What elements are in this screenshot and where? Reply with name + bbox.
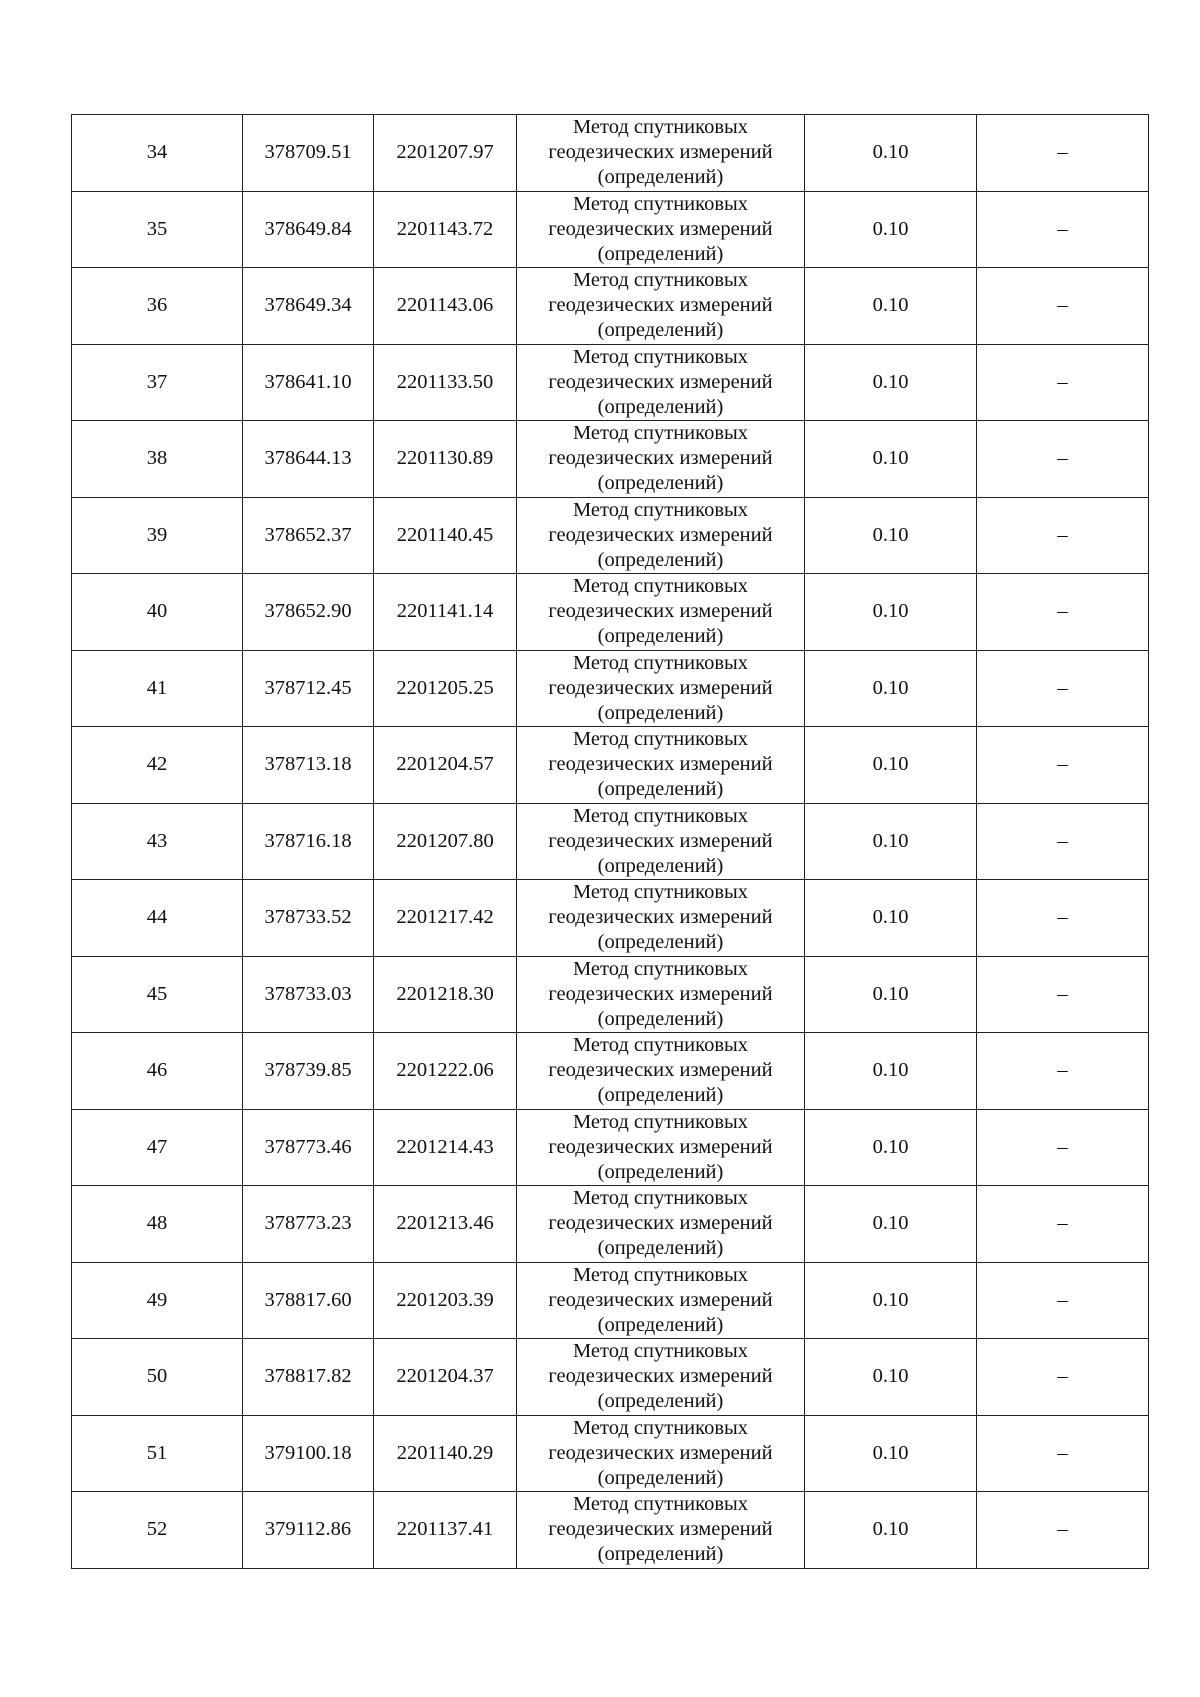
method-line: Метод спутниковых [572,422,749,445]
accuracy-cell: 0.10 [805,421,977,498]
method-cell [517,1492,805,1569]
note-cell: – [977,1109,1149,1186]
point-number-cell: 52 [72,1492,243,1569]
point-number-cell: 49 [72,1262,243,1339]
table-row [72,1415,1149,1492]
y-coordinate-cell: 2201213.46 [374,1186,517,1263]
method-line: (определений) [597,854,724,877]
accuracy-cell: 0.10 [805,1415,977,1492]
table-row [72,650,1149,727]
note-cell: – [977,1492,1149,1569]
accuracy-cell: 0.10 [805,497,977,574]
accuracy-cell: 0.10 [805,956,977,1033]
note-cell: – [977,1186,1149,1263]
method-line: Метод спутниковых [572,1187,749,1210]
point-number-cell: 36 [72,268,243,345]
method-line: геодезических измерений [548,906,773,929]
method-line: (определений) [597,472,724,495]
y-coordinate-cell: 2201140.45 [374,497,517,574]
accuracy-cell: 0.10 [805,344,977,421]
method-cell [517,880,805,957]
y-coordinate-cell: 2201217.42 [374,880,517,957]
y-coordinate-cell: 2201143.72 [374,191,517,268]
method-cell [517,1109,805,1186]
point-number-cell: 37 [72,344,243,421]
coordinates-table [71,114,1149,1569]
method-cell [517,268,805,345]
accuracy-cell: 0.10 [805,650,977,727]
table-row [72,1262,1149,1339]
method-line: Метод спутниковых [572,804,749,827]
x-coordinate-cell: 378733.03 [243,956,374,1033]
method-cell [517,727,805,804]
table-row [72,1109,1149,1186]
note-cell: – [977,344,1149,421]
method-line: Метод спутниковых [572,881,749,904]
method-line: Метод спутниковых [572,1034,749,1057]
x-coordinate-cell: 378817.60 [243,1262,374,1339]
method-cell [517,1186,805,1263]
point-number-cell: 34 [72,115,243,192]
x-coordinate-cell: 378652.37 [243,497,374,574]
accuracy-cell: 0.10 [805,1492,977,1569]
method-cell [517,956,805,1033]
y-coordinate-cell: 2201141.14 [374,574,517,651]
method-line: Метод спутниковых [572,1493,749,1516]
table-row [72,574,1149,651]
accuracy-cell: 0.10 [805,1033,977,1110]
method-line: Метод спутниковых [572,957,749,980]
table-row [72,191,1149,268]
x-coordinate-cell: 378817.82 [243,1339,374,1416]
table-row [72,880,1149,957]
y-coordinate-cell: 2201140.29 [374,1415,517,1492]
method-line: геодезических измерений [548,1212,773,1235]
coordinates-table-body [72,115,1149,1569]
table-row [72,268,1149,345]
accuracy-cell: 0.10 [805,1109,977,1186]
note-cell: – [977,1033,1149,1110]
accuracy-cell: 0.10 [805,268,977,345]
point-number-cell: 51 [72,1415,243,1492]
method-line: (определений) [597,931,724,954]
table-row [72,956,1149,1033]
accuracy-cell: 0.10 [805,191,977,268]
method-line: (определений) [597,1237,724,1260]
point-number-cell: 38 [72,421,243,498]
x-coordinate-cell: 378733.52 [243,880,374,957]
method-line: (определений) [597,1007,724,1030]
table-row [72,344,1149,421]
method-cell [517,1415,805,1492]
x-coordinate-cell: 378739.85 [243,1033,374,1110]
x-coordinate-cell: 378773.46 [243,1109,374,1186]
note-cell: – [977,880,1149,957]
method-line: геодезических измерений [548,676,773,699]
table-row [72,1033,1149,1110]
x-coordinate-cell: 378649.34 [243,268,374,345]
point-number-cell: 43 [72,803,243,880]
note-cell: – [977,1339,1149,1416]
y-coordinate-cell: 2201204.57 [374,727,517,804]
point-number-cell: 50 [72,1339,243,1416]
method-line: Метод спутниковых [572,345,749,368]
accuracy-cell: 0.10 [805,574,977,651]
point-number-cell: 44 [72,880,243,957]
method-line: Метод спутниковых [572,116,749,139]
y-coordinate-cell: 2201214.43 [374,1109,517,1186]
y-coordinate-cell: 2201130.89 [374,421,517,498]
method-cell [517,191,805,268]
point-number-cell: 48 [72,1186,243,1263]
y-coordinate-cell: 2201203.39 [374,1262,517,1339]
note-cell: – [977,574,1149,651]
method-line: (определений) [597,1466,724,1489]
note-cell: – [977,268,1149,345]
point-number-cell: 40 [72,574,243,651]
x-coordinate-cell: 378652.90 [243,574,374,651]
accuracy-cell: 0.10 [805,1262,977,1339]
method-line: (определений) [597,1543,724,1566]
point-number-cell: 35 [72,191,243,268]
method-line: Метод спутниковых [572,1110,749,1133]
method-cell [517,497,805,574]
method-line: геодезических измерений [548,217,773,240]
point-number-cell: 46 [72,1033,243,1110]
x-coordinate-cell: 378641.10 [243,344,374,421]
method-cell [517,650,805,727]
table-row [72,497,1149,574]
method-line: (определений) [597,701,724,724]
accuracy-cell: 0.10 [805,727,977,804]
table-row [72,803,1149,880]
method-cell [517,1339,805,1416]
method-line: геодезических измерений [548,600,773,623]
note-cell: – [977,115,1149,192]
accuracy-cell: 0.10 [805,803,977,880]
point-number-cell: 45 [72,956,243,1033]
method-line: геодезических измерений [548,1518,773,1541]
note-cell: – [977,803,1149,880]
note-cell: – [977,727,1149,804]
point-number-cell: 42 [72,727,243,804]
note-cell: – [977,191,1149,268]
method-line: (определений) [597,778,724,801]
method-cell [517,1262,805,1339]
method-line: геодезических измерений [548,523,773,546]
accuracy-cell: 0.10 [805,1339,977,1416]
accuracy-cell: 0.10 [805,115,977,192]
method-line: (определений) [597,1160,724,1183]
table-row [72,727,1149,804]
accuracy-cell: 0.10 [805,880,977,957]
method-line: Метод спутниковых [572,269,749,292]
y-coordinate-cell: 2201204.37 [374,1339,517,1416]
method-cell [517,1033,805,1110]
method-cell [517,803,805,880]
method-line: геодезических измерений [548,1059,773,1082]
note-cell: – [977,1262,1149,1339]
y-coordinate-cell: 2201143.06 [374,268,517,345]
method-cell [517,344,805,421]
note-cell: – [977,497,1149,574]
y-coordinate-cell: 2201137.41 [374,1492,517,1569]
x-coordinate-cell: 378649.84 [243,191,374,268]
point-number-cell: 39 [72,497,243,574]
method-line: Метод спутниковых [572,192,749,215]
accuracy-cell: 0.10 [805,1186,977,1263]
note-cell: – [977,421,1149,498]
x-coordinate-cell: 378644.13 [243,421,374,498]
table-row [72,1339,1149,1416]
method-line: геодезических измерений [548,1135,773,1158]
method-line: геодезических измерений [548,982,773,1005]
method-line: (определений) [597,1390,724,1413]
method-cell [517,115,805,192]
method-line: (определений) [597,166,724,189]
method-line: (определений) [597,548,724,571]
method-line: Метод спутниковых [572,1263,749,1286]
method-line: (определений) [597,625,724,648]
method-line: геодезических измерений [548,1365,773,1388]
y-coordinate-cell: 2201207.80 [374,803,517,880]
table-row [72,421,1149,498]
y-coordinate-cell: 2201222.06 [374,1033,517,1110]
method-line: (определений) [597,319,724,342]
method-line: геодезических измерений [548,141,773,164]
method-line: (определений) [597,1313,724,1336]
note-cell: – [977,650,1149,727]
note-cell: – [977,1415,1149,1492]
y-coordinate-cell: 2201205.25 [374,650,517,727]
method-line: Метод спутниковых [572,728,749,751]
table-row [72,1186,1149,1263]
method-line: Метод спутниковых [572,1340,749,1363]
method-line: геодезических измерений [548,370,773,393]
x-coordinate-cell: 378709.51 [243,115,374,192]
method-line: геодезических измерений [548,294,773,317]
method-line: геодезических измерений [548,1441,773,1464]
method-line: (определений) [597,395,724,418]
y-coordinate-cell: 2201218.30 [374,956,517,1033]
x-coordinate-cell: 378716.18 [243,803,374,880]
note-cell: – [977,956,1149,1033]
x-coordinate-cell: 379112.86 [243,1492,374,1569]
method-line: Метод спутниковых [572,575,749,598]
x-coordinate-cell: 379100.18 [243,1415,374,1492]
method-line: геодезических измерений [548,1288,773,1311]
x-coordinate-cell: 378712.45 [243,650,374,727]
table-row [72,115,1149,192]
table-row [72,1492,1149,1569]
y-coordinate-cell: 2201207.97 [374,115,517,192]
x-coordinate-cell: 378773.23 [243,1186,374,1263]
x-coordinate-cell: 378713.18 [243,727,374,804]
method-cell [517,421,805,498]
method-line: (определений) [597,242,724,265]
method-line: геодезических измерений [548,753,773,776]
method-line: Метод спутниковых [572,651,749,674]
point-number-cell: 41 [72,650,243,727]
method-line: геодезических измерений [548,447,773,470]
method-line: (определений) [597,1084,724,1107]
method-line: Метод спутниковых [572,1416,749,1439]
y-coordinate-cell: 2201133.50 [374,344,517,421]
method-line: Метод спутниковых [572,498,749,521]
method-line: геодезических измерений [548,829,773,852]
point-number-cell: 47 [72,1109,243,1186]
method-cell [517,574,805,651]
